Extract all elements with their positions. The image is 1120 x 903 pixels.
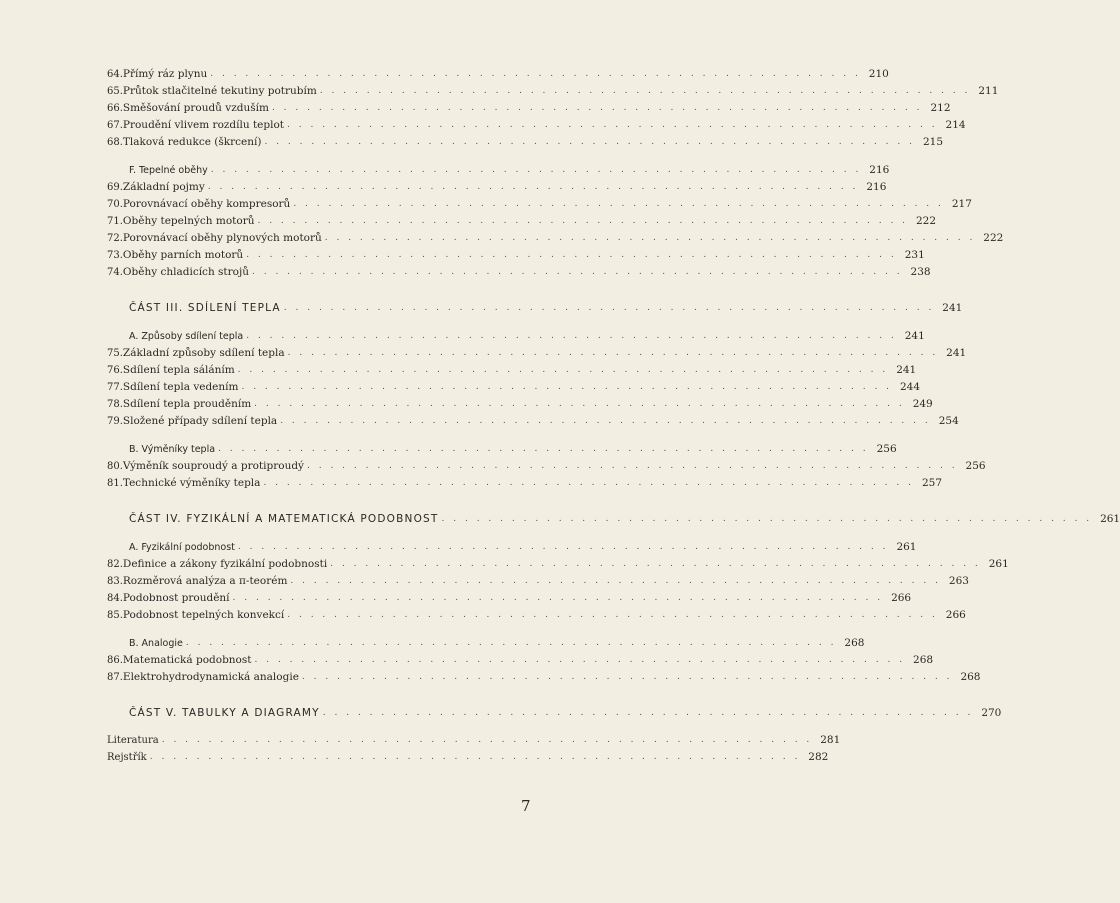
- dot-leader: . . . . . . . . . . . . . . . . . . . . . . . . . . . . . . . . . . . . . . . . . . . . . . . . . . . . . . . .: [287, 610, 938, 620]
- entry-title: Definice a zákony fyzikální podobnosti: [122, 558, 328, 570]
- entry-title: ČÁST III. SDÍLENÍ TEPLA: [129, 302, 281, 314]
- entry-number: 83.: [107, 576, 123, 587]
- dot-leader: . . . . . . . . . . . . . . . . . . . . . . . . . . . . . . . . . . . . . . . . . . . . . . . . . . . . . . . .: [263, 478, 914, 488]
- toc-part-heading[interactable]: [107, 490, 1120, 526]
- entry-page-number: 241: [896, 364, 917, 376]
- entry-page-number: 241: [942, 302, 963, 314]
- entry-title: Sdílení tepla prouděním: [122, 398, 252, 410]
- entry-page-number: 266: [945, 609, 966, 621]
- dot-leader: . . . . . . . . . . . . . . . . . . . . . . . . . . . . . . . . . . . . . . . . . . . . . . . . . . . . . . . .: [210, 69, 861, 79]
- dot-leader: . . . . . . . . . . . . . . . . . . . . . . . . . . . . . . . . . . . . . . . . . . . . . . . . . . . . . . . .: [301, 672, 953, 682]
- entry-page-number: 268: [960, 671, 981, 683]
- entry-number: 73.: [107, 250, 123, 261]
- entry-page-number: 211: [978, 85, 999, 97]
- toc-entry[interactable]: [107, 394, 933, 411]
- toc-entry[interactable]: [107, 343, 967, 360]
- entry-title: B. Analogie: [129, 638, 183, 649]
- dot-leader: . . . . . . . . . . . . . . . . . . . . . . . . . . . . . . . . . . . . . . . . . . . . . . . . . . . . . . . .: [232, 593, 884, 603]
- dot-leader: . . . . . . . . . . . . . . . . . . . . . . . . . . . . . . . . . . . . . . . . . . . . . . . . . . . . . . . .: [287, 348, 939, 358]
- dot-leader: . . . . . . . . . . . . . . . . . . . . . . . . . . . . . . . . . . . . . . . . . . . . . . . . . . . . . . . .: [252, 267, 903, 277]
- dot-leader: . . . . . . . . . . . . . . . . . . . . . . . . . . . . . . . . . . . . . . . . . . . . . . . . . . . . . . . .: [207, 182, 859, 192]
- dot-leader: . . . . . . . . . . . . . . . . . . . . . . . . . . . . . . . . . . . . . . . . . . . . . . . . . . . . . . . .: [218, 444, 869, 454]
- entry-title: Průtok stlačitelné tekutiny potrubím: [122, 85, 317, 97]
- entry-number: 77.: [107, 382, 123, 393]
- entry-title: Podobnost tepelných konvekcí: [122, 609, 285, 621]
- entry-title: Výměník souproudý a protiproudý: [122, 460, 304, 472]
- entry-page-number: 268: [844, 637, 865, 649]
- entry-title: Podobnost proudění: [122, 592, 230, 604]
- dot-leader: . . . . . . . . . . . . . . . . . . . . . . . . . . . . . . . . . . . . . . . . . . . . . . . . . . . . . . . .: [307, 461, 958, 471]
- entry-page-number: 254: [938, 415, 959, 427]
- entry-number: 69.: [107, 182, 123, 193]
- entry-number: 76.: [107, 365, 123, 376]
- dot-leader: . . . . . . . . . . . . . . . . . . . . . . . . . . . . . . . . . . . . . . . . . . . . . . . . . . . . . . . .: [330, 559, 981, 569]
- entry-title: Elektrohydrodynamická analogie: [122, 671, 299, 683]
- dot-leader: . . . . . . . . . . . . . . . . . . . . . . . . . . . . . . . . . . . . . . . . . . . . . . . . . . . . . . . .: [161, 735, 813, 745]
- entry-number: 82.: [107, 559, 123, 570]
- entry-title: Základní pojmy: [122, 181, 205, 193]
- dot-leader: . . . . . . . . . . . . . . . . . . . . . . . . . . . . . . . . . . . . . . . . . . . . . . . . . . . . . . . .: [237, 542, 889, 552]
- toc-entry[interactable]: [107, 245, 925, 262]
- dot-leader: . . . . . . . . . . . . . . . . . . . . . . . . . . . . . . . . . . . . . . . . . . . . . . . . . . . . . . . .: [287, 120, 938, 130]
- entry-number: 75.: [107, 348, 123, 359]
- dot-leader: . . . . . . . . . . . . . . . . . . . . . . . . . . . . . . . . . . . . . . . . . . . . . . . . . . . . . . . .: [185, 638, 837, 648]
- entry-title: Přímý ráz plynu: [122, 68, 208, 80]
- toc-part-heading[interactable]: [107, 684, 1002, 720]
- entry-number: 81.: [107, 478, 123, 489]
- entry-number: 87.: [107, 672, 123, 683]
- toc-entry[interactable]: [107, 360, 917, 377]
- toc-entry[interactable]: [107, 177, 887, 194]
- toc-section-heading[interactable]: [107, 428, 897, 456]
- toc-entry[interactable]: [107, 194, 972, 211]
- entry-title: ČÁST IV. FYZIKÁLNÍ A MATEMATICKÁ PODOBNOST: [129, 513, 439, 525]
- table-of-contents: [107, 64, 1120, 764]
- dot-leader: . . . . . . . . . . . . . . . . . . . . . . . . . . . . . . . . . . . . . . . . . . . . . . . . . . . . . . . .: [246, 331, 897, 341]
- entry-title: Tlaková redukce (škrcení): [122, 136, 262, 148]
- toc-entry[interactable]: [107, 473, 942, 490]
- entry-page-number: 217: [951, 198, 972, 210]
- toc-entry[interactable]: [107, 571, 969, 588]
- entry-page-number: 215: [922, 136, 943, 148]
- toc-section-heading[interactable]: [107, 315, 925, 343]
- toc-part-heading[interactable]: [107, 279, 963, 315]
- dot-leader: . . . . . . . . . . . . . . . . . . . . . . . . . . . . . . . . . . . . . . . . . . . . . . . . . . . . . . . .: [210, 165, 862, 175]
- toc-section-heading[interactable]: [107, 149, 890, 177]
- entry-title: Technické výměníky tepla: [122, 477, 261, 489]
- entry-page-number: 222: [916, 215, 937, 227]
- toc-entry[interactable]: [107, 667, 981, 684]
- entry-page-number: 241: [946, 347, 967, 359]
- entry-page-number: 261: [896, 541, 917, 553]
- entry-page-number: 214: [945, 119, 966, 131]
- toc-section-heading[interactable]: [107, 622, 865, 650]
- entry-page-number: 261: [988, 558, 1009, 570]
- entry-number: 67.: [107, 120, 123, 131]
- dot-leader: . . . . . . . . . . . . . . . . . . . . . . . . . . . . . . . . . . . . . . . . . . . . . . . . . . . . . . . .: [254, 655, 906, 665]
- toc-entry[interactable]: [107, 747, 829, 764]
- dot-leader: . . . . . . . . . . . . . . . . . . . . . . . . . . . . . . . . . . . . . . . . . . . . . . . . . . . . . . . .: [271, 103, 923, 113]
- entry-page-number: 268: [913, 654, 934, 666]
- entry-number: 78.: [107, 399, 123, 410]
- entry-page-number: 212: [930, 102, 951, 114]
- entry-page-number: 238: [910, 266, 931, 278]
- toc-entry[interactable]: [107, 730, 841, 747]
- dot-leader: . . . . . . . . . . . . . . . . . . . . . . . . . . . . . . . . . . . . . . . . . . . . . . . . . . . . . . . .: [241, 382, 893, 392]
- entry-title: Složené případy sdílení tepla: [122, 415, 278, 427]
- entry-title: Oběhy chladicích strojů: [122, 266, 250, 278]
- entry-title: B. Výměníky tepla: [129, 444, 216, 455]
- dot-leader: . . . . . . . . . . . . . . . . . . . . . . . . . . . . . . . . . . . . . . . . . . . . . . . . . . . . . . . .: [280, 416, 931, 426]
- entry-page-number: 231: [904, 249, 925, 261]
- entry-number: 84.: [107, 593, 123, 604]
- entry-number: 80.: [107, 461, 123, 472]
- entry-page-number: 216: [866, 181, 887, 193]
- toc-entry[interactable]: [107, 588, 912, 605]
- dot-leader: . . . . . . . . . . . . . . . . . . . . . . . . . . . . . . . . . . . . . . . . . . . . . . . . . . . . . . . .: [254, 399, 905, 409]
- entry-page-number: 261: [1100, 513, 1120, 525]
- toc-entry[interactable]: [107, 377, 921, 394]
- toc-entry[interactable]: [107, 211, 937, 228]
- entry-title: Literatura: [107, 735, 159, 746]
- entry-number: 64.: [107, 69, 123, 80]
- entry-number: 72.: [107, 233, 123, 244]
- dot-leader: . . . . . . . . . . . . . . . . . . . . . . . . . . . . . . . . . . . . . . . . . . . . . . . . . . . . . . . .: [257, 216, 909, 226]
- toc-entry[interactable]: [107, 115, 966, 132]
- dot-leader: . . . . . . . . . . . . . . . . . . . . . . . . . . . . . . . . . . . . . . . . . . . . . . . . . . . . . . . .: [237, 365, 889, 375]
- entry-title: Sdílení tepla vedením: [122, 381, 239, 393]
- entry-number: 66.: [107, 103, 123, 114]
- entry-page-number: 222: [983, 232, 1004, 244]
- entry-title: Rozměrová analýza a π-teorém: [122, 575, 288, 587]
- entry-title: Porovnávací oběhy kompresorů: [122, 198, 291, 210]
- toc-entry[interactable]: [107, 98, 951, 115]
- entry-page-number: 282: [808, 751, 829, 763]
- toc-entry[interactable]: [107, 650, 934, 667]
- dot-leader: . . . . . . . . . . . . . . . . . . . . . . . . . . . . . . . . . . . . . . . . . . . . . . . . . . . . . . . .: [441, 514, 1093, 524]
- toc-entry[interactable]: [107, 411, 959, 428]
- entry-page-number: 210: [868, 68, 889, 80]
- toc-entry[interactable]: [107, 132, 943, 149]
- entry-title: F. Tepelné oběhy: [129, 165, 208, 176]
- dot-leader: . . . . . . . . . . . . . . . . . . . . . . . . . . . . . . . . . . . . . . . . . . . . . . . . . . . . . . . .: [246, 250, 897, 260]
- toc-entry[interactable]: [107, 228, 1004, 245]
- dot-leader: . . . . . . . . . . . . . . . . . . . . . . . . . . . . . . . . . . . . . . . . . . . . . . . . . . . . . . . .: [149, 752, 801, 762]
- entry-number: 79.: [107, 416, 123, 427]
- entry-number: 86.: [107, 655, 123, 666]
- toc-entry[interactable]: [107, 554, 1009, 571]
- entry-number: 71.: [107, 216, 123, 227]
- entry-number: 65.: [107, 86, 123, 97]
- dot-leader: . . . . . . . . . . . . . . . . . . . . . . . . . . . . . . . . . . . . . . . . . . . . . . . . . . . . . . . .: [290, 576, 941, 586]
- toc-entry[interactable]: [107, 262, 931, 279]
- entry-page-number: 270: [981, 707, 1002, 719]
- entry-page-number: 281: [820, 734, 841, 746]
- entry-number: 74.: [107, 267, 123, 278]
- toc-entry[interactable]: [107, 81, 999, 98]
- dot-leader: . . . . . . . . . . . . . . . . . . . . . . . . . . . . . . . . . . . . . . . . . . . . . . . . . . . . . . . .: [319, 86, 971, 96]
- entry-title: Základní způsoby sdílení tepla: [122, 347, 285, 359]
- entry-title: Oběhy parních motorů: [122, 249, 244, 261]
- entry-page-number: 244: [900, 381, 921, 393]
- entry-page-number: 216: [869, 164, 890, 176]
- dot-leader: . . . . . . . . . . . . . . . . . . . . . . . . . . . . . . . . . . . . . . . . . . . . . . . . . . . . . . . .: [324, 233, 976, 243]
- entry-title: Porovnávací oběhy plynových motorů: [122, 232, 322, 244]
- entry-title: ČÁST V. TABULKY A DIAGRAMY: [129, 707, 320, 719]
- entry-number: 68.: [107, 137, 123, 148]
- dot-leader: . . . . . . . . . . . . . . . . . . . . . . . . . . . . . . . . . . . . . . . . . . . . . . . . . . . . . . . .: [293, 199, 944, 209]
- entry-page-number: 263: [948, 575, 969, 587]
- entry-title: A. Způsoby sdílení tepla: [129, 331, 244, 342]
- entry-page-number: 256: [965, 460, 986, 472]
- toc-section-heading[interactable]: [107, 526, 917, 554]
- page-number: 7: [521, 797, 531, 815]
- entry-number: 70.: [107, 199, 123, 210]
- entry-title: Směšování proudů vzduším: [122, 102, 269, 114]
- entry-page-number: 256: [876, 443, 897, 455]
- spacer: [107, 720, 530, 730]
- entry-title: A. Fyzikální podobnost: [129, 542, 235, 553]
- entry-title: Oběhy tepelných motorů: [122, 215, 255, 227]
- entry-page-number: 249: [912, 398, 933, 410]
- entry-title: Proudění vlivem rozdílu teplot: [122, 119, 285, 131]
- entry-title: Matematická podobnost: [122, 654, 252, 666]
- dot-leader: . . . . . . . . . . . . . . . . . . . . . . . . . . . . . . . . . . . . . . . . . . . . . . . . . . . . . . . .: [283, 303, 935, 313]
- entry-number: 85.: [107, 610, 123, 621]
- entry-title: Rejstřík: [107, 752, 147, 763]
- toc-entry[interactable]: [107, 605, 966, 622]
- entry-page-number: 241: [904, 330, 925, 342]
- toc-entry[interactable]: [107, 64, 889, 81]
- entry-page-number: 266: [891, 592, 912, 604]
- entry-page-number: 257: [921, 477, 942, 489]
- entry-title: Sdílení tepla sáláním: [122, 364, 235, 376]
- toc-entry[interactable]: [107, 456, 986, 473]
- dot-leader: . . . . . . . . . . . . . . . . . . . . . . . . . . . . . . . . . . . . . . . . . . . . . . . . . . . . . . . .: [264, 137, 915, 147]
- dot-leader: . . . . . . . . . . . . . . . . . . . . . . . . . . . . . . . . . . . . . . . . . . . . . . . . . . . . . . . .: [322, 708, 974, 718]
